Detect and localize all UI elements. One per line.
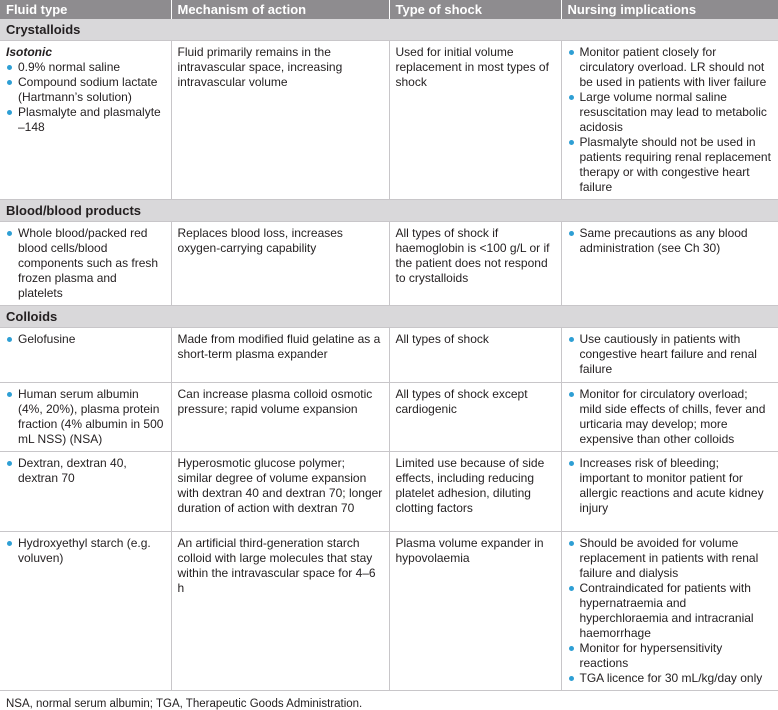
header-shock-type: Type of shock (389, 0, 561, 19)
table-row (0, 452, 778, 532)
section-title: Colloids (0, 306, 778, 328)
list-item: Increases risk of bleeding; important to monitor patient for allergic reactions and acute kidney injury (568, 456, 773, 516)
mechanism-cell: An artificial third-generation starch colloid with large molecules that stay within the intravascular space for 4–6 h (171, 532, 389, 691)
header-nursing: Nursing implications (561, 0, 778, 19)
list-item: Use cautiously in patients with congestive heart failure and renal failure (568, 332, 773, 377)
fluid-list (6, 332, 165, 347)
shock-cell: All types of shock except cardiogenic (389, 383, 561, 452)
fluid-list (6, 60, 165, 135)
list-item: Should be avoided for volume replacement in patients with renal failure and dialysis (568, 536, 773, 581)
mechanism-cell: Fluid primarily remains in the intravascular space, increasing intravascular volume (171, 41, 389, 200)
nursing-list (568, 226, 773, 256)
fluid-cell (0, 452, 171, 532)
nursing-cell (561, 452, 778, 532)
list-item: Large volume normal saline resuscitation may lead to metabolic acidosis (568, 90, 773, 135)
list-item: Gelofusine (6, 332, 165, 347)
table-row (0, 222, 778, 306)
nursing-cell (561, 328, 778, 383)
list-item: Monitor for hypersensitivity reactions (568, 641, 773, 671)
section-crystalloids (0, 19, 778, 41)
section-colloids (0, 306, 778, 328)
table-footnote: NSA, normal serum albumin; TGA, Therapeutic Goods Administration. (6, 698, 363, 710)
fluid-cell (0, 532, 171, 691)
nursing-list (568, 387, 773, 447)
nursing-list (568, 45, 773, 195)
mechanism-cell: Can increase plasma colloid osmotic pressure; rapid volume expansion (171, 383, 389, 452)
list-item: Hydroxyethyl starch (e.g. voluven) (6, 536, 165, 566)
header-mechanism: Mechanism of action (171, 0, 389, 19)
list-item: Whole blood/packed red blood cells/blood components such as fresh frozen plasma and platelets (6, 226, 165, 301)
nursing-list (568, 456, 773, 516)
list-item: TGA licence for 30 mL/kg/day only (568, 671, 773, 686)
header-row (0, 0, 778, 19)
list-item: Plasmalyte should not be used in patients requiring renal replacement therapy or with congestive heart failure (568, 135, 773, 195)
nursing-cell (561, 383, 778, 452)
fluid-list (6, 536, 165, 566)
list-item: Plasmalyte and plasmalyte –148 (6, 105, 165, 135)
shock-cell: All types of shock if haemoglobin is <100 g/L or if the patient does not respond to crystalloids (389, 222, 561, 306)
list-item: Compound sodium lactate (Hartmann’s solution) (6, 75, 165, 105)
list-item: 0.9% normal saline (6, 60, 165, 75)
nursing-cell (561, 532, 778, 691)
list-item: Contraindicated for patients with hypernatraemia and hyperchloraemia and intracranial haemorrhage (568, 581, 773, 641)
nursing-list (568, 332, 773, 377)
section-title: Crystalloids (0, 19, 778, 41)
fluid-list (6, 456, 165, 486)
shock-cell: All types of shock (389, 328, 561, 383)
section-title: Blood/blood products (0, 200, 778, 222)
fluid-list (6, 226, 165, 301)
nursing-cell (561, 41, 778, 200)
subhead-isotonic: Isotonic (6, 45, 53, 59)
fluid-cell (0, 41, 171, 200)
shock-cell: Used for initial volume replacement in most types of shock (389, 41, 561, 200)
header-fluid-type: Fluid type (0, 0, 171, 19)
table-row (0, 41, 778, 200)
mechanism-cell: Replaces blood loss, increases oxygen-carrying capability (171, 222, 389, 306)
table-row (0, 532, 778, 691)
list-item: Dextran, dextran 40, dextran 70 (6, 456, 165, 486)
nursing-list (568, 536, 773, 686)
list-item: Human serum albumin (4%, 20%), plasma protein fraction (4% albumin in 500 mL NSS) (NSA) (6, 387, 165, 447)
table-row (0, 383, 778, 452)
table-row (0, 328, 778, 383)
list-item: Monitor patient closely for circulatory overload. LR should not be used in patients with liver failure (568, 45, 773, 90)
nursing-cell (561, 222, 778, 306)
fluid-cell (0, 328, 171, 383)
section-blood (0, 200, 778, 222)
shock-cell: Plasma volume expander in hypovolaemia (389, 532, 561, 691)
shock-cell: Limited use because of side effects, including reducing platelet adhesion, diluting clotting factors (389, 452, 561, 532)
mechanism-cell: Hyperosmotic glucose polymer; similar degree of volume expansion with dextran 40 and dextran 70; longer duration of action with dextran 70 (171, 452, 389, 532)
fluid-cell (0, 383, 171, 452)
fluid-list (6, 387, 165, 447)
fluid-cell (0, 222, 171, 306)
list-item: Monitor for circulatory overload; mild side effects of chills, fever and urticaria may develop; more expensive than other colloids (568, 387, 773, 447)
mechanism-cell: Made from modified fluid gelatine as a short-term plasma expander (171, 328, 389, 383)
list-item: Same precautions as any blood administration (see Ch 30) (568, 226, 773, 256)
